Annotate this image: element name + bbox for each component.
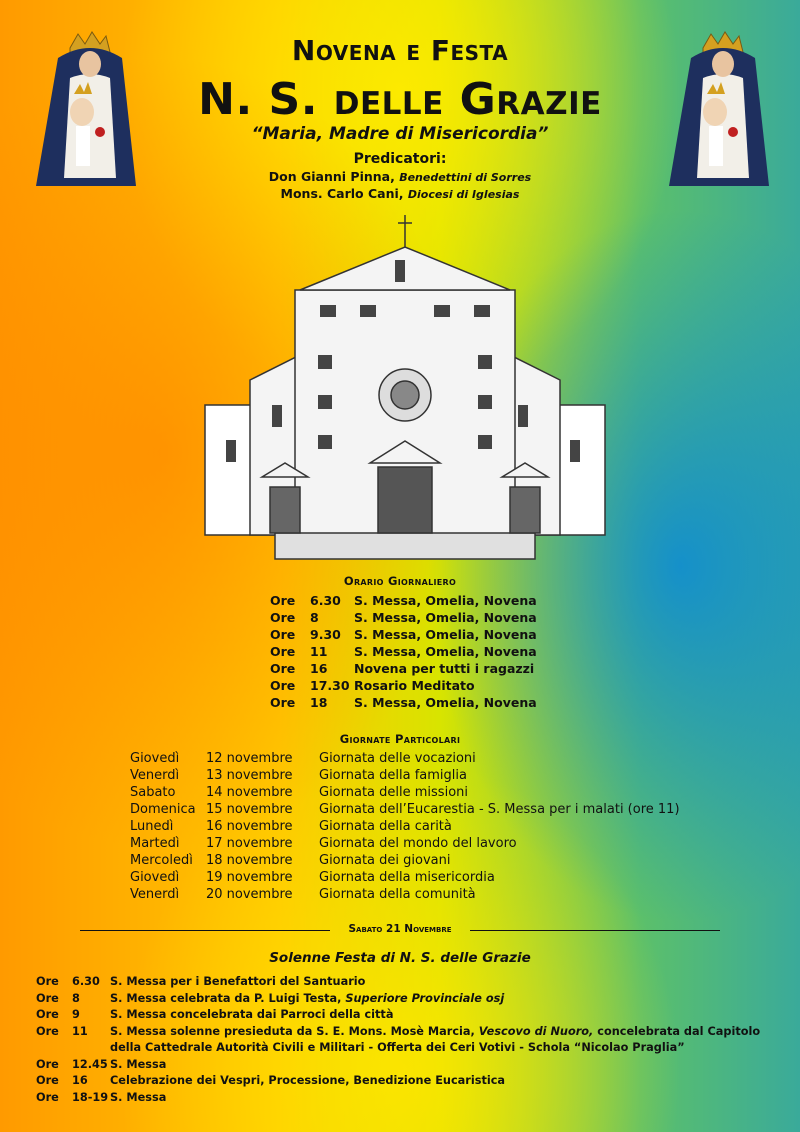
preacher-2-affiliation: Diocesi di Iglesias xyxy=(407,188,520,201)
ore-label: Ore xyxy=(36,991,59,1005)
ore-label: Ore xyxy=(270,661,296,676)
day: Domenica xyxy=(130,802,196,817)
date: 16 novembre xyxy=(206,819,293,834)
list-item xyxy=(270,660,590,677)
list-item xyxy=(270,694,590,711)
list-item xyxy=(270,643,590,660)
description: S. Messa xyxy=(110,1057,167,1071)
daily-schedule-title: Orario Giornaliero xyxy=(343,574,457,588)
description: Giornata della comunità xyxy=(319,887,476,902)
list-item xyxy=(130,852,730,869)
day: Sabato xyxy=(130,785,176,800)
preacher-1-name: Don Gianni Pinna, xyxy=(268,169,395,184)
description: S. Messa celebrata da P. Luigi Testa, xyxy=(110,991,342,1005)
special-days-title: Giornate Particolari xyxy=(339,732,461,746)
feast-title: Solenne Festa di N. S. delle Grazie xyxy=(269,950,531,966)
date: 19 novembre xyxy=(206,870,293,885)
list-item xyxy=(36,1073,781,1090)
time: 17.30 xyxy=(310,678,350,693)
date: 17 novembre xyxy=(206,836,293,851)
time: 8 xyxy=(72,991,80,1005)
list-item xyxy=(130,750,730,767)
list-item xyxy=(270,626,590,643)
list-item xyxy=(130,784,730,801)
list-item xyxy=(130,886,730,903)
time: 18 xyxy=(310,695,328,710)
description: Celebrazione dei Vespri, Processione, Benedizione Eucaristica xyxy=(110,1074,506,1087)
day: Venerdì xyxy=(130,887,180,902)
ore-label: Ore xyxy=(36,1090,59,1104)
description: S. Messa, Omelia, Novena xyxy=(354,593,537,608)
time: 11 xyxy=(310,644,328,659)
time: 9.30 xyxy=(310,627,341,642)
time: 16 xyxy=(310,661,328,676)
list-item xyxy=(36,1007,781,1024)
description: S. Messa, Omelia, Novena xyxy=(354,627,537,642)
list-item xyxy=(130,767,730,784)
church-facade-drawing xyxy=(200,205,610,565)
ore-label: Ore xyxy=(270,627,296,642)
date: 13 novembre xyxy=(206,768,293,783)
day: Mercoledì xyxy=(130,853,193,868)
special-days xyxy=(130,750,730,903)
list-item xyxy=(270,677,590,694)
description: Giornata dei giovani xyxy=(319,853,451,868)
description: S. Messa per i Benefattori del Santuario xyxy=(110,975,366,988)
list-item xyxy=(130,801,730,818)
time: 6.30 xyxy=(72,975,100,988)
feast-schedule xyxy=(36,974,781,1106)
list-item xyxy=(130,835,730,852)
list-item xyxy=(270,592,590,609)
description: Giornata della misericordia xyxy=(319,870,495,885)
time: 12.45 xyxy=(72,1057,108,1071)
description: Novena per tutti i ragazzi xyxy=(354,661,535,676)
date: 15 novembre xyxy=(206,802,293,817)
ore-label: Ore xyxy=(270,644,296,659)
title-line-2: N. S. delle Grazie xyxy=(198,74,602,125)
ore-label: Ore xyxy=(36,975,59,988)
list-item xyxy=(36,991,781,1008)
ore-label: Ore xyxy=(36,1057,59,1071)
ore-label: Ore xyxy=(270,610,296,625)
date: 14 novembre xyxy=(206,785,293,800)
time: 9 xyxy=(72,1008,80,1021)
description: Giornata delle missioni xyxy=(319,785,468,800)
daily-schedule xyxy=(270,592,590,711)
ore-label: Ore xyxy=(270,678,296,693)
date: 20 novembre xyxy=(206,887,293,902)
list-item xyxy=(36,974,781,991)
preacher-2 xyxy=(0,186,800,201)
divider-right xyxy=(470,930,720,931)
saturday-title: Sabato 21 Novembre xyxy=(348,923,452,935)
description: Rosario Meditato xyxy=(354,678,475,693)
preachers-label: Predicatori: xyxy=(353,151,447,167)
description: Giornata delle vocazioni xyxy=(319,751,476,766)
list-item xyxy=(270,609,590,626)
description: Giornata della carità xyxy=(319,819,452,834)
description-continued: concelebrata dal Capitolo della Cattedrale Autorità Civili e Militari - Offerta dei Ceri Votivi - Schola “Nicolao Praglia” xyxy=(110,1024,761,1054)
ore-label: Ore xyxy=(270,593,296,608)
day: Venerdì xyxy=(130,768,180,783)
day: Giovedì xyxy=(130,751,180,766)
date: 18 novembre xyxy=(206,853,293,868)
preacher-1-affiliation: Benedettini di Sorres xyxy=(399,171,532,184)
list-item xyxy=(130,818,730,835)
description-note: Vescovo di Nuoro, xyxy=(478,1024,594,1038)
day: Martedì xyxy=(130,836,180,851)
preacher-2-name: Mons. Carlo Cani, xyxy=(280,186,404,201)
time: 18-19 xyxy=(72,1090,109,1104)
ore-label: Ore xyxy=(36,1008,59,1021)
day: Lunedì xyxy=(130,819,174,834)
time: 6.30 xyxy=(310,593,341,608)
description: S. Messa, Omelia, Novena xyxy=(354,644,537,659)
description: S. Messa, Omelia, Novena xyxy=(354,610,537,625)
description: S. Messa, Omelia, Novena xyxy=(354,695,537,710)
description: S. Messa solenne presieduta da S. E. Mons. Mosè Marcia, xyxy=(110,1024,475,1038)
description: S. Messa xyxy=(110,1090,167,1104)
divider-left xyxy=(80,930,330,931)
day: Giovedì xyxy=(130,870,180,885)
list-item xyxy=(36,1057,781,1074)
list-item xyxy=(130,869,730,886)
description: Giornata dell’Eucarestia - S. Messa per i malati (ore 11) xyxy=(319,802,680,817)
preacher-1 xyxy=(0,169,800,184)
time: 11 xyxy=(72,1024,88,1038)
list-item xyxy=(36,1024,781,1057)
description: Giornata della famiglia xyxy=(319,768,467,783)
description-note: Superiore Provinciale osj xyxy=(345,991,505,1005)
description: Giornata del mondo del lavoro xyxy=(319,836,517,851)
list-item xyxy=(36,1090,781,1107)
description: S. Messa concelebrata dai Parroci della città xyxy=(110,1008,394,1021)
ore-label: Ore xyxy=(36,1024,59,1038)
title-line-1: Novena e Festa xyxy=(291,34,509,67)
ore-label: Ore xyxy=(270,695,296,710)
date: 12 novembre xyxy=(206,751,293,766)
ore-label: Ore xyxy=(36,1074,59,1087)
motto: “Maria, Madre di Misericordia” xyxy=(251,124,549,144)
time: 8 xyxy=(310,610,319,625)
time: 16 xyxy=(72,1074,88,1087)
